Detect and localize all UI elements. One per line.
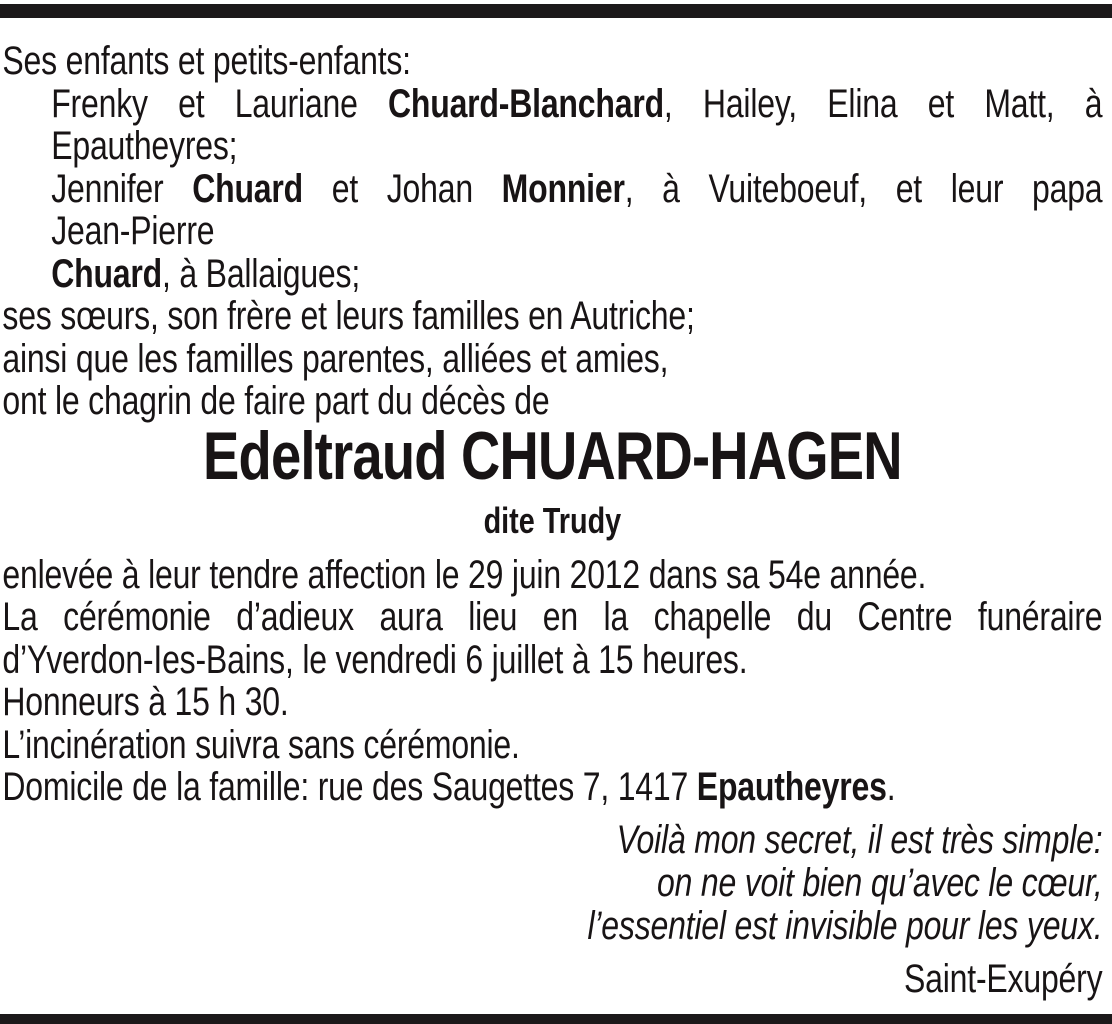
text-segment: Domicile de la famille: rue des Saugettes 7, 1417 bbox=[2, 765, 697, 809]
notice-line bbox=[2, 380, 1102, 423]
intro-paragraph bbox=[2, 40, 1102, 423]
name-bold-segment: Chuard bbox=[51, 251, 163, 296]
text-segment: d’Yverdon-Ies-Bains, le vendredi 6 juillet à 15 heures. bbox=[2, 637, 748, 682]
notice-line bbox=[2, 596, 1102, 639]
notice-line bbox=[2, 210, 1102, 253]
text-segment: . bbox=[886, 765, 896, 809]
text-segment: enlevée à leur tendre affection le 29 juin 2012 dans sa 54e année. bbox=[2, 552, 927, 597]
notice-line bbox=[2, 766, 1102, 809]
top-border-bar bbox=[0, 4, 1112, 18]
quote-attribution: Saint-Exupéry bbox=[904, 956, 1103, 1001]
notice-line bbox=[2, 639, 1102, 682]
quote-line: on ne voit bien qu’avec le cœur, bbox=[656, 860, 1103, 905]
text-segment: Epautheyres; bbox=[51, 124, 238, 168]
notice-line bbox=[2, 724, 1102, 767]
notice-line bbox=[2, 125, 1102, 168]
text-segment: et Johan bbox=[302, 166, 502, 211]
text-segment: ont le chagrin de faire part du décès de bbox=[2, 379, 550, 423]
notice-line bbox=[2, 253, 1102, 296]
text-segment: L’incinération suivra sans cérémonie. bbox=[2, 722, 520, 767]
memorial-quote bbox=[2, 819, 1102, 948]
details-paragraph bbox=[2, 554, 1102, 809]
text-segment: , à Vuiteboeuf, et leur papa bbox=[624, 166, 1103, 211]
text-segment: Jennifer bbox=[51, 166, 193, 211]
quote-line: l’essentiel est invisible pour les yeux. bbox=[587, 903, 1103, 948]
notice-line bbox=[2, 681, 1102, 724]
quote-line: Voilà mon secret, il est très simple: bbox=[616, 817, 1103, 862]
notice-line bbox=[2, 168, 1102, 211]
name-bold-segment: Chuard-Blanchard bbox=[387, 81, 664, 126]
name-bold-segment: Monnier bbox=[501, 166, 625, 211]
notice-line bbox=[2, 338, 1102, 381]
deceased-nickname: dite Trudy bbox=[483, 499, 622, 541]
text-segment: ainsi que les familles parentes, alliées et amies, bbox=[2, 336, 669, 381]
notice-line bbox=[2, 83, 1102, 126]
name-bold-segment: Epautheyres bbox=[696, 765, 887, 809]
text-segment: , à Ballaigues; bbox=[162, 251, 361, 296]
text-segment: Ses enfants et petits-enfants: bbox=[2, 39, 411, 83]
notice-line bbox=[2, 554, 1102, 597]
name-bold-segment: Chuard bbox=[192, 166, 303, 211]
text-segment: Jean-Pierre bbox=[51, 209, 215, 253]
notice-content bbox=[0, 40, 1112, 1000]
bottom-border-bar bbox=[0, 1014, 1112, 1024]
notice-line bbox=[2, 295, 1102, 338]
notice-line bbox=[2, 40, 1102, 83]
text-segment: , Hailey, Elina et Matt, à bbox=[663, 81, 1103, 126]
deceased-name: Edeltraud CHUARD-HAGEN bbox=[203, 417, 902, 494]
text-segment: Honneurs à 15 h 30. bbox=[2, 680, 289, 724]
text-segment: La cérémonie d’adieux aura lieu en la chapelle du Centre funéraire bbox=[2, 595, 1103, 639]
text-segment: Frenky et Lauriane bbox=[51, 81, 388, 126]
text-segment: ses sœurs, son frère et leurs familles en Autriche; bbox=[2, 294, 695, 338]
